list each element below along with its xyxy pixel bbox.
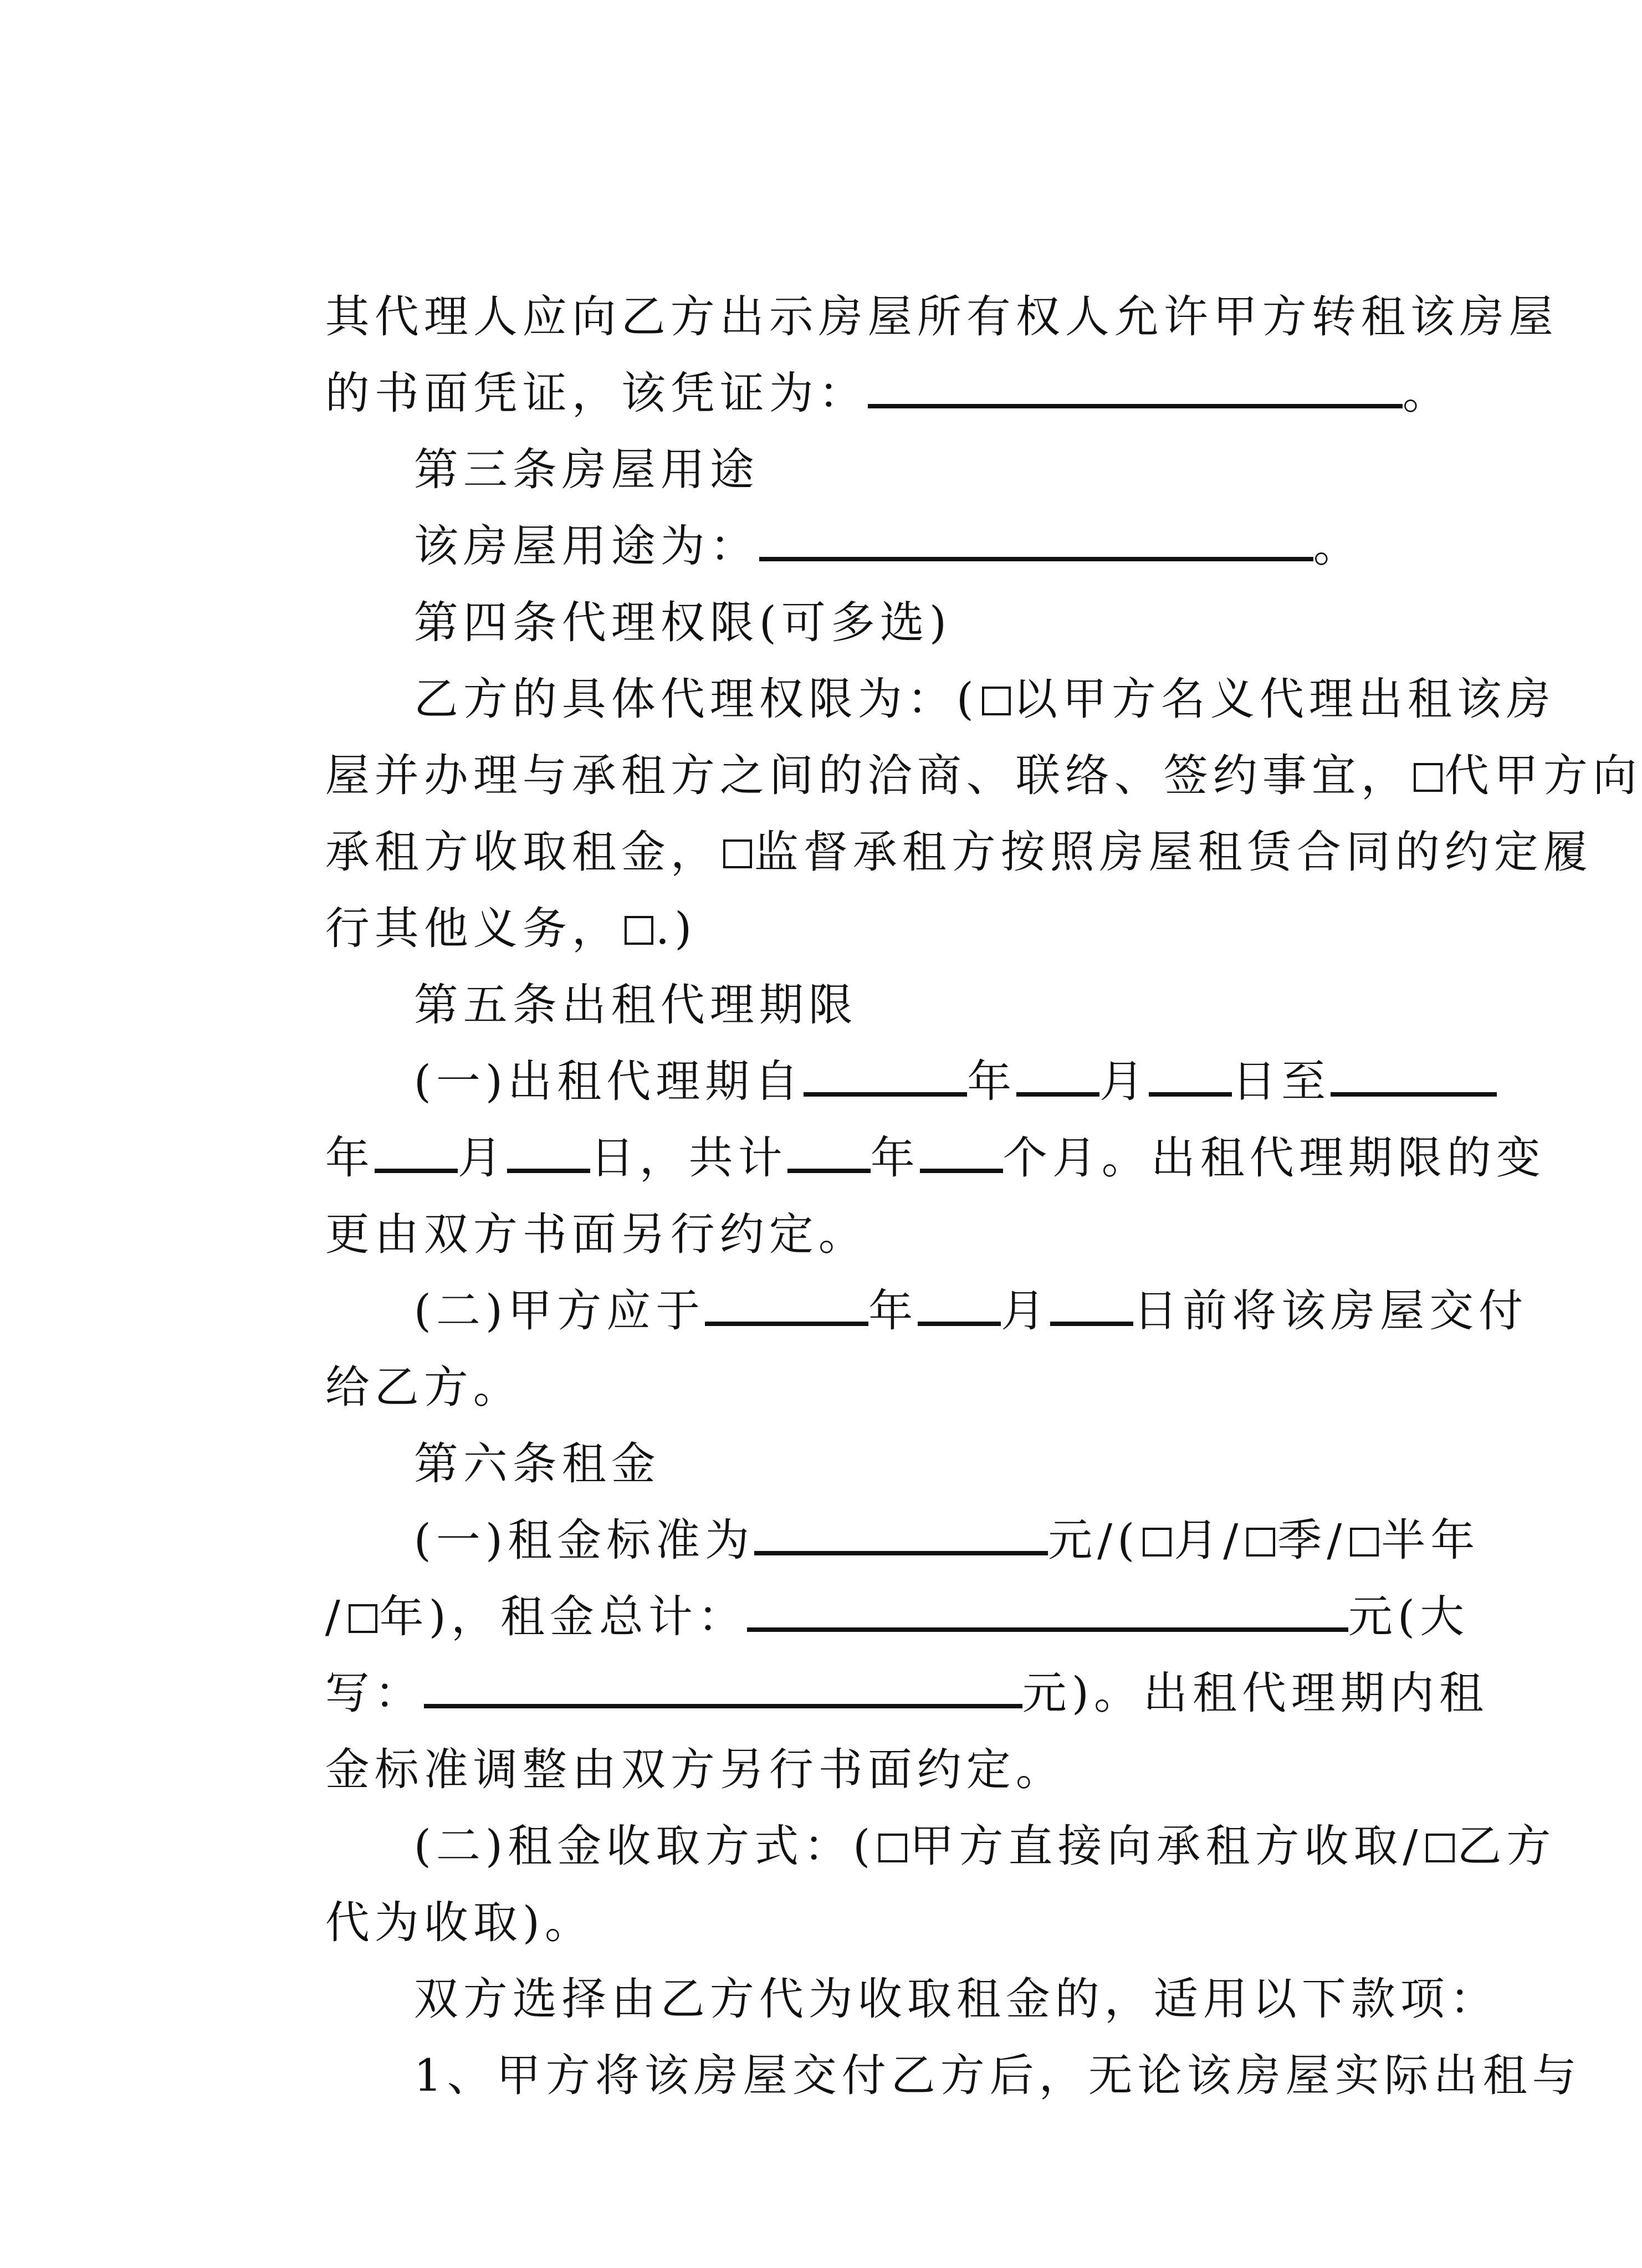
text-line bbox=[337, 1891, 1499, 2025]
text-segment: (二)甲方应于 bbox=[413, 1285, 705, 1337]
text-segment: (一)租金标准为 bbox=[413, 1514, 755, 1566]
text-segment: 给乙方。 bbox=[325, 1361, 523, 1413]
text-segment: .) bbox=[655, 903, 697, 954]
text-line bbox=[249, 821, 1374, 954]
text-segment: 以甲方名义代理出租该房 bbox=[1012, 673, 1556, 725]
text-line bbox=[249, 1279, 1374, 1413]
text-segment: 。 bbox=[1313, 520, 1363, 572]
text-line bbox=[337, 1968, 1582, 2101]
text-line bbox=[337, 438, 1374, 572]
text-segment: 元/( bbox=[1048, 1514, 1140, 1566]
text-line bbox=[249, 209, 1558, 342]
text-segment: 季/ bbox=[1277, 1514, 1347, 1566]
text-segment: 乙方的具体代理权限为：( bbox=[413, 673, 979, 725]
checkbox[interactable] bbox=[1426, 1834, 1455, 1862]
section-heading bbox=[337, 897, 1374, 1031]
text-segment: (一)出租代理期自 bbox=[413, 1056, 804, 1107]
text-segment: 第三条房屋用途 bbox=[413, 444, 759, 495]
text-segment: (二)租金收取方式：( bbox=[413, 1820, 876, 1872]
text-segment: 月 bbox=[457, 1132, 507, 1184]
text-line bbox=[249, 668, 1642, 801]
text-segment: 日前将该房屋交付 bbox=[1133, 1285, 1528, 1337]
text-segment: 更由双方书面另行约定。 bbox=[325, 1209, 868, 1260]
text-segment: 半年 bbox=[1381, 1514, 1480, 1566]
text-segment: 元(大 bbox=[1348, 1591, 1470, 1642]
text-segment: 承租方收取租金， bbox=[325, 826, 720, 878]
text-segment: 写： bbox=[325, 1667, 424, 1719]
text-segment: 屋并办理与承租方之间的洽商、联络、签约事宜， bbox=[325, 750, 1410, 801]
text-segment: 代为收取)。 bbox=[325, 1897, 594, 1948]
section-heading bbox=[337, 1356, 1374, 1489]
text-segment: 行其他义务， bbox=[325, 903, 621, 954]
text-segment: 乙方 bbox=[1457, 1820, 1556, 1872]
text-segment: 1、甲方将该房屋交付乙方后，无论该房屋实际出租与 bbox=[413, 2050, 1582, 2101]
text-line bbox=[249, 1127, 1374, 1260]
text-segment: 年)，租金总计： bbox=[379, 1591, 747, 1642]
text-segment: 元)。出租代理期内租 bbox=[1022, 1667, 1488, 1719]
text-line bbox=[337, 974, 1374, 1107]
text-segment: 个月。出租代理期限的变 bbox=[1002, 1132, 1546, 1184]
text-line bbox=[337, 1738, 1556, 1872]
text-segment: 日至 bbox=[1232, 1056, 1331, 1107]
text-segment: 。 bbox=[1402, 367, 1452, 419]
text-segment: 双方选择由乙方代为收取租金的，适用以下款项： bbox=[413, 1973, 1499, 2025]
text-segment: 第六条租金 bbox=[413, 1438, 661, 1489]
text-line bbox=[337, 1432, 1480, 1566]
text-line bbox=[249, 285, 1452, 419]
text-line bbox=[337, 1203, 1528, 1337]
text-line bbox=[249, 1815, 1374, 1948]
section-heading bbox=[337, 362, 1374, 495]
text-segment: 日，共计 bbox=[590, 1132, 787, 1184]
text-segment: 的书面凭证，该凭证为： bbox=[325, 367, 868, 419]
checkbox[interactable] bbox=[1414, 763, 1442, 792]
text-segment: 代甲方向 bbox=[1444, 750, 1642, 801]
text-line bbox=[249, 1662, 1374, 1795]
text-line bbox=[337, 591, 1556, 725]
text-segment: 年 bbox=[967, 1056, 1017, 1107]
text-segment: 监督承租方按照房屋租赁合同的约定履 bbox=[754, 826, 1593, 878]
text-segment: 第四条代理权限(可多选) bbox=[413, 597, 952, 648]
text-line bbox=[249, 1050, 1546, 1184]
text-segment: 月/ bbox=[1174, 1514, 1244, 1566]
text-segment: 其代理人应向乙方出示房屋所有权人允许甲方转租该房屋 bbox=[325, 291, 1558, 342]
text-segment: 第五条出租代理期限 bbox=[413, 979, 858, 1031]
section-heading bbox=[337, 515, 1374, 648]
text-segment: 该房屋用途为： bbox=[413, 520, 759, 572]
text-segment: 年 bbox=[870, 1132, 920, 1184]
text-segment: 月 bbox=[1099, 1056, 1149, 1107]
text-segment: 年 bbox=[325, 1132, 375, 1184]
text-segment: 年 bbox=[868, 1285, 918, 1337]
text-segment: / bbox=[325, 1591, 345, 1642]
text-segment: 甲方直接向承租方收取/ bbox=[909, 1820, 1423, 1872]
text-segment: 金标准调整由双方另行书面约定。 bbox=[325, 1744, 1065, 1795]
text-segment: 月 bbox=[1001, 1285, 1051, 1337]
